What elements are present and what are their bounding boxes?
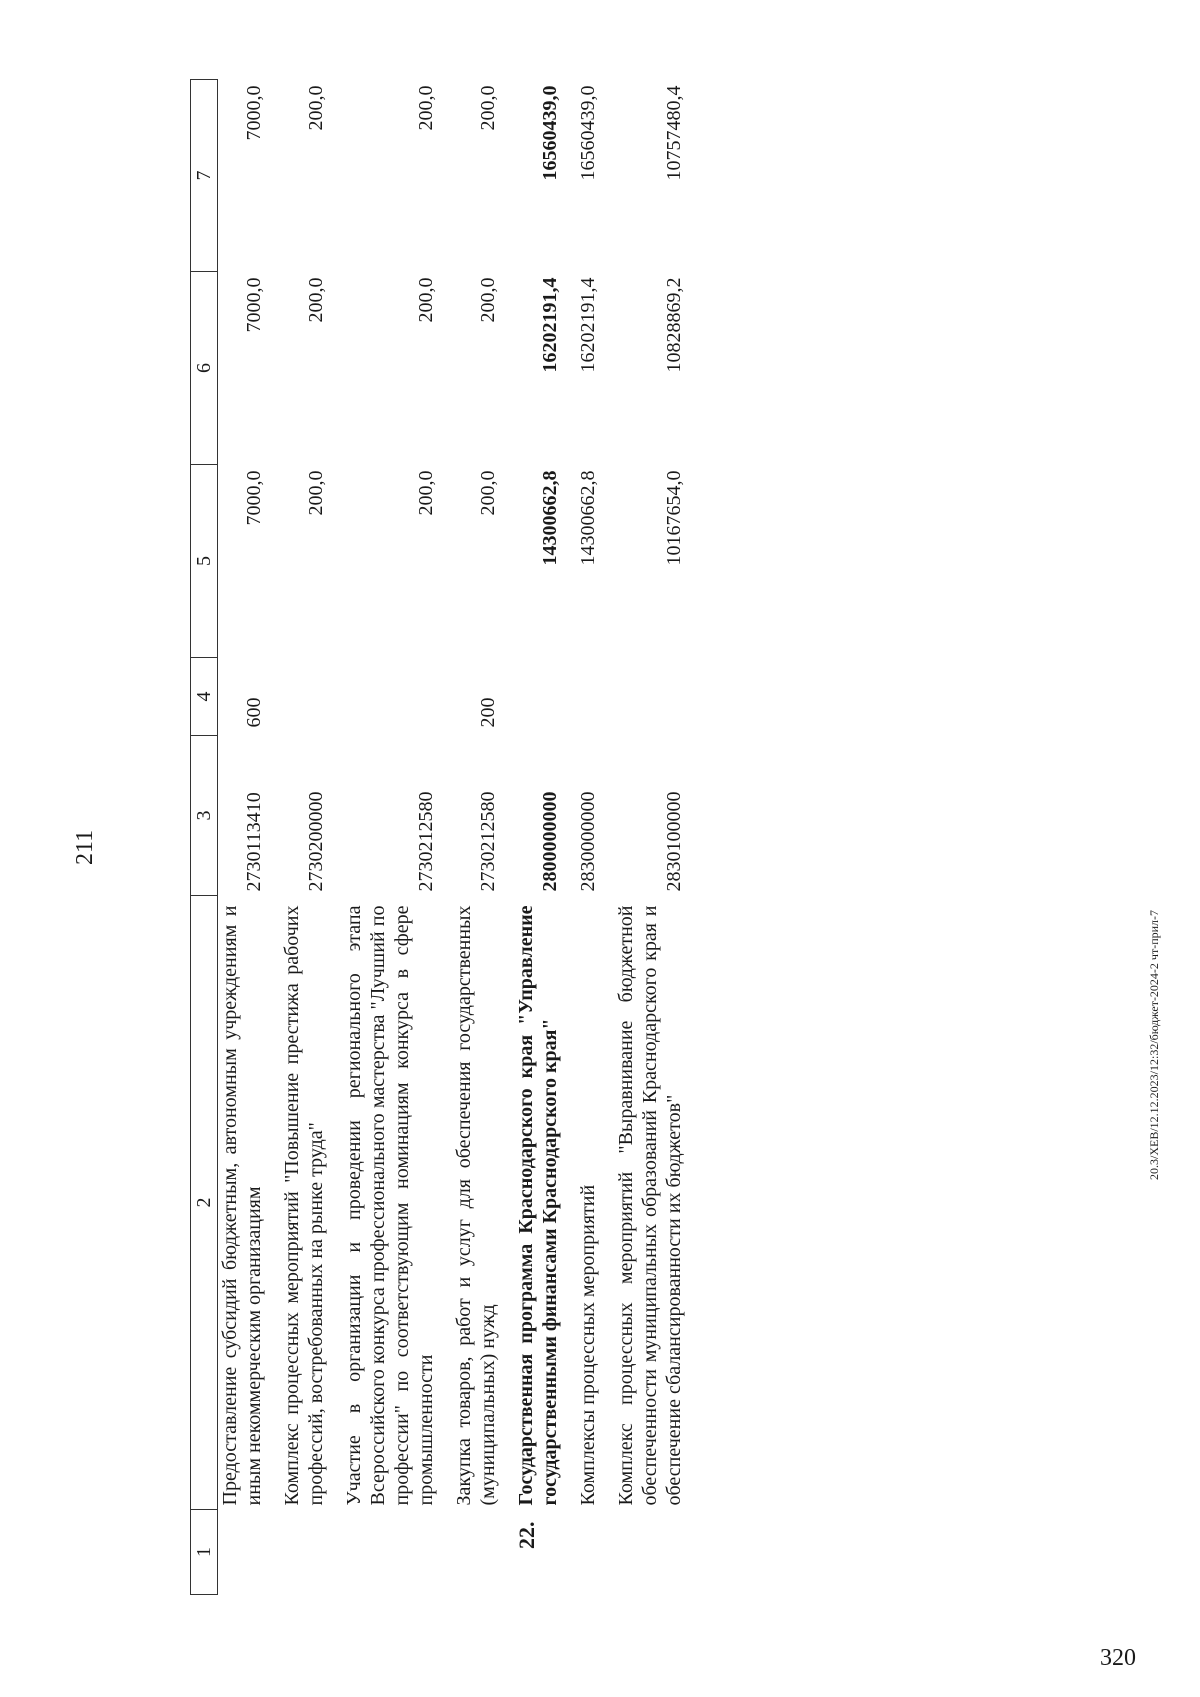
header-col-7: 7 (191, 80, 218, 272)
row-value-7: 200,0 (415, 85, 437, 131)
row-value-7: 7000,0 (243, 85, 265, 141)
row-value-7: 200,0 (305, 85, 327, 131)
row-number (438, 1510, 500, 1595)
row-number (266, 1510, 328, 1595)
row-code: 2730113410 (243, 792, 265, 892)
row-value-5: 14300662,8 (577, 470, 599, 566)
table-row (438, 80, 500, 1595)
row-value-6: 200,0 (477, 277, 499, 323)
table-row (500, 80, 562, 1595)
header-col-4: 4 (191, 658, 218, 736)
row-value-5: 200,0 (477, 470, 499, 516)
row-code: 2730212580 (477, 791, 499, 892)
row-value-5: 200,0 (415, 470, 437, 516)
row-number: 22. (514, 1521, 539, 1549)
row-name: Предоставление субсидий бюджетным, автономным учреждениям и иным некоммерческим организациям (219, 905, 265, 1506)
row-code: 2830100000 (663, 791, 685, 892)
row-name: Закупка товаров, работ и услуг для обеспечения государственных (муниципальных) нужд (453, 905, 499, 1506)
row-kind (600, 658, 686, 736)
row-number (328, 1510, 438, 1595)
rotated-table-page (72, 80, 1090, 1595)
row-number (218, 1510, 267, 1595)
header-col-1: 1 (191, 1510, 218, 1595)
row-value-5: 14300662,8 (539, 470, 561, 566)
row-value-6: 16202191,4 (577, 277, 599, 373)
row-code: 2730200000 (305, 791, 327, 892)
header-row (191, 80, 218, 1595)
row-code: 2830000000 (577, 791, 599, 892)
header-col-2: 2 (191, 896, 218, 1510)
row-kind (562, 658, 600, 736)
table-row (328, 80, 438, 1595)
row-kind (500, 658, 562, 736)
row-name: Комплексы процессных мероприятий (577, 1184, 599, 1506)
row-name: Комплекс процессных мероприятий "Повышение престижа рабочих профессий, востребованных на рынке труда" (281, 905, 327, 1506)
table-row (218, 80, 267, 1595)
row-value-7: 10757480,4 (663, 85, 685, 181)
row-value-6: 7000,0 (243, 277, 265, 333)
header-col-5: 5 (191, 465, 218, 658)
row-name: Комплекс процессных мероприятий "Выравнивание бюджетной обеспеченности муниципальных образований Краснодарского края и обеспечение сбалансированности их бюджетов" (615, 905, 685, 1506)
row-number (562, 1510, 600, 1595)
row-name: Участие в организации и проведении регионального этапа Всероссийского конкурса профессионального мастерства "Лучший по профессии" по соответствующим номинациям конкурса в сфере промышленности (343, 905, 437, 1506)
header-col-3: 3 (191, 736, 218, 896)
row-kind (266, 658, 328, 736)
row-value-6: 200,0 (305, 277, 327, 323)
row-value-5: 200,0 (305, 470, 327, 516)
sheet-number: 211 (72, 829, 98, 865)
row-value-5: 10167654,0 (663, 470, 685, 566)
header-col-6: 6 (191, 272, 218, 465)
row-value-7: 16560439,0 (539, 85, 561, 181)
row-number (600, 1510, 686, 1595)
row-kind (328, 658, 438, 736)
table-row (266, 80, 328, 1595)
budget-table (190, 79, 686, 1595)
row-kind: 600 (243, 697, 265, 728)
row-value-7: 16560439,0 (577, 85, 599, 181)
row-value-6: 16202191,4 (539, 277, 561, 373)
row-value-6: 200,0 (415, 277, 437, 323)
row-value-7: 200,0 (477, 85, 499, 131)
table-row (562, 80, 600, 1595)
row-kind: 200 (477, 697, 499, 728)
row-value-5: 7000,0 (243, 470, 265, 526)
page-number: 320 (1100, 1645, 1136, 1671)
table-row (600, 80, 686, 1595)
row-code: 2800000000 (539, 791, 561, 892)
document-reference: 20.3/XEB/12.12.2023/12:32/бюджет-2024-2 чт-прил-7 (1147, 909, 1161, 1180)
row-name: Государственная программа Краснодарского края "Управление государственными финансами Краснодарского края" (515, 905, 561, 1506)
row-code: 2730212580 (415, 791, 437, 892)
row-value-6: 10828869,2 (663, 277, 685, 373)
